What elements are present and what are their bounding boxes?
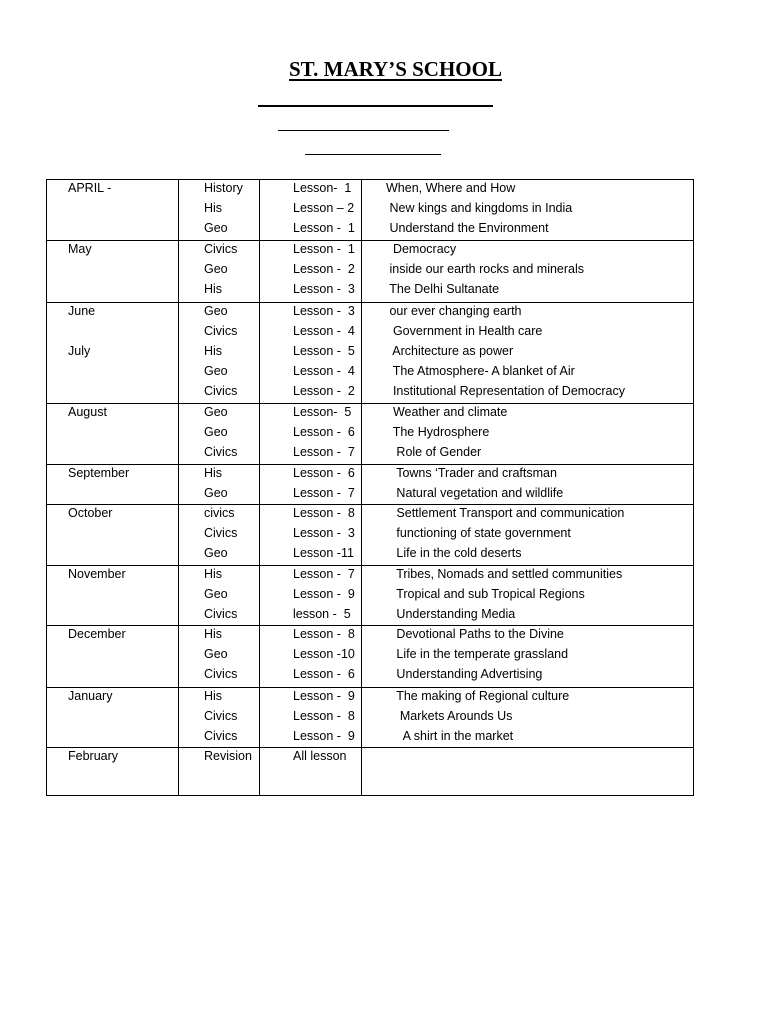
topic-cell: Towns ‘Trader and craftsman [386,466,557,480]
topic-cell: Tropical and sub Tropical Regions [386,587,585,601]
table-row [47,198,693,218]
table-row [47,381,693,401]
lesson-cell: Lesson - 9 [293,689,355,703]
subject-cell: History [204,181,243,195]
month-cell: APRIL - [68,181,112,195]
lesson-cell: Lesson - 7 [293,445,355,459]
blank-line-2 [278,130,449,131]
subject-cell: Civics [204,709,238,723]
month-cell: November [68,567,126,581]
subject-cell: Geo [204,221,228,235]
subject-cell: civics [204,506,235,520]
table-row [47,523,693,543]
month-cell: September [68,466,130,480]
lesson-cell: Lesson - 4 [293,324,355,338]
table-row [47,483,693,503]
month-group [47,504,693,565]
month-cell: June [68,304,96,318]
lesson-cell: Lesson - 9 [293,587,355,601]
table-row [47,624,693,644]
month-group [47,464,693,504]
topic-cell: The making of Regional culture [386,689,570,703]
blank-line-3 [305,154,441,155]
table-row [47,604,693,624]
table-row [47,543,693,563]
table-row [47,463,693,483]
month-cell: February [68,749,119,763]
topic-cell: inside our earth rocks and minerals [386,262,585,276]
table-row [47,402,693,422]
lesson-cell: Lesson -10 [293,647,355,661]
month-cell: May [68,242,92,256]
subject-cell: Geo [204,587,228,601]
lesson-cell: Lesson - 7 [293,567,355,581]
topic-cell: A shirt in the market [386,729,514,743]
month-group [47,180,693,240]
subject-cell: Civics [204,526,238,540]
topic-cell: Tribes, Nomads and settled communities [386,567,623,581]
topic-cell: Architecture as power [386,344,514,358]
month-group [47,565,693,625]
lesson-cell: Lesson - 8 [293,506,355,520]
topic-cell: The Hydrosphere [386,425,490,439]
table-row [47,341,693,361]
lesson-cell: Lesson - 1 [293,221,355,235]
subject-cell: Civics [204,667,238,681]
lesson-cell: All lesson [293,749,347,763]
table-row [47,422,693,442]
lesson-cell: Lesson- 1 [293,181,352,195]
subject-cell: His [204,567,223,581]
topic-cell: Understanding Media [386,607,516,621]
month-group [47,687,693,747]
topic-cell: Institutional Representation of Democracy [386,384,626,398]
subject-cell: Geo [204,262,228,276]
month-group [47,240,693,302]
table-row [47,706,693,726]
lesson-cell: Lesson - 6 [293,667,355,681]
table-row [47,279,693,299]
subject-cell: Geo [204,405,228,419]
subject-cell: Civics [204,324,238,338]
subject-cell: His [204,201,223,215]
topic-cell: Weather and climate [386,405,508,419]
subject-cell: Geo [204,647,228,661]
lesson-cell: Lesson - 2 [293,262,355,276]
table-row [47,301,693,321]
subject-cell: Revision [204,749,252,763]
table-row [47,564,693,584]
table-row [47,686,693,706]
table-row [47,361,693,381]
subject-cell: His [204,344,223,358]
lesson-cell: Lesson - 3 [293,282,355,296]
table-row [47,584,693,604]
subject-cell: Civics [204,445,238,459]
table-row [47,664,693,684]
month-cell: August [68,405,107,419]
topic-cell: When, Where and How [386,181,516,195]
lesson-cell: Lesson- 5 [293,405,352,419]
lesson-cell: lesson - 5 [293,607,351,621]
topic-cell: Government in Health care [386,324,543,338]
topic-cell: Devotional Paths to the Divine [386,627,564,641]
topic-cell: our ever changing earth [386,304,522,318]
month-cell: October [68,506,113,520]
lesson-cell: Lesson -11 [293,546,354,560]
topic-cell: Understanding Advertising [386,667,543,681]
table-row [47,726,693,746]
month-cell: December [68,627,126,641]
lesson-cell: Lesson – 2 [293,201,355,215]
topic-cell: The Atmosphere- A blanket of Air [386,364,575,378]
lesson-cell: Lesson - 5 [293,344,355,358]
subject-cell: Geo [204,364,228,378]
table-row [47,321,693,341]
topic-cell: Life in the temperate grassland [386,647,569,661]
table-row [47,218,693,238]
subject-cell: Civics [204,607,238,621]
lesson-cell: Lesson - 4 [293,364,355,378]
subject-cell: Civics [204,242,238,256]
topic-cell: Democracy [386,242,457,256]
lesson-cell: Lesson - 9 [293,729,355,743]
subject-cell: Civics [204,729,238,743]
month-group [47,625,693,687]
month-group [47,747,693,795]
topic-cell: Markets Arounds Us [386,709,513,723]
month-group [47,403,693,464]
topic-cell: Natural vegetation and wildlife [386,486,564,500]
subject-cell: His [204,627,223,641]
lesson-cell: Lesson - 3 [293,526,355,540]
month-cell: July [68,344,91,358]
lesson-cell: Lesson - 2 [293,384,355,398]
topic-cell: Understand the Environment [386,221,549,235]
syllabus-table [46,179,694,796]
lesson-cell: Lesson - 3 [293,304,355,318]
lesson-cell: Lesson - 8 [293,627,355,641]
blank-line-1 [258,105,493,107]
lesson-cell: Lesson - 8 [293,709,355,723]
subject-cell: Geo [204,486,228,500]
table-row [47,644,693,664]
topic-cell: The Delhi Sultanate [386,282,500,296]
subject-cell: His [204,689,223,703]
table-row [47,259,693,279]
subject-cell: His [204,466,223,480]
lesson-cell: Lesson - 6 [293,466,355,480]
table-row [47,178,693,198]
subject-cell: His [204,282,223,296]
subject-cell: Geo [204,546,228,560]
lesson-cell: Lesson - 7 [293,486,355,500]
topic-cell: functioning of state government [386,526,571,540]
subject-cell: Geo [204,304,228,318]
subject-cell: Civics [204,384,238,398]
topic-cell: Life in the cold deserts [386,546,522,560]
table-row [47,503,693,523]
page-title: ST. MARY’S SCHOOL [289,57,502,81]
topic-cell: Settlement Transport and communication [386,506,625,520]
topic-cell: New kings and kingdoms in India [386,201,573,215]
subject-cell: Geo [204,425,228,439]
table-row [47,442,693,462]
lesson-cell: Lesson - 1 [293,242,355,256]
lesson-cell: Lesson - 6 [293,425,355,439]
table-row [47,239,693,259]
topic-cell: Role of Gender [386,445,482,459]
month-cell: January [68,689,113,703]
month-group [47,302,693,403]
table-row [47,746,693,766]
